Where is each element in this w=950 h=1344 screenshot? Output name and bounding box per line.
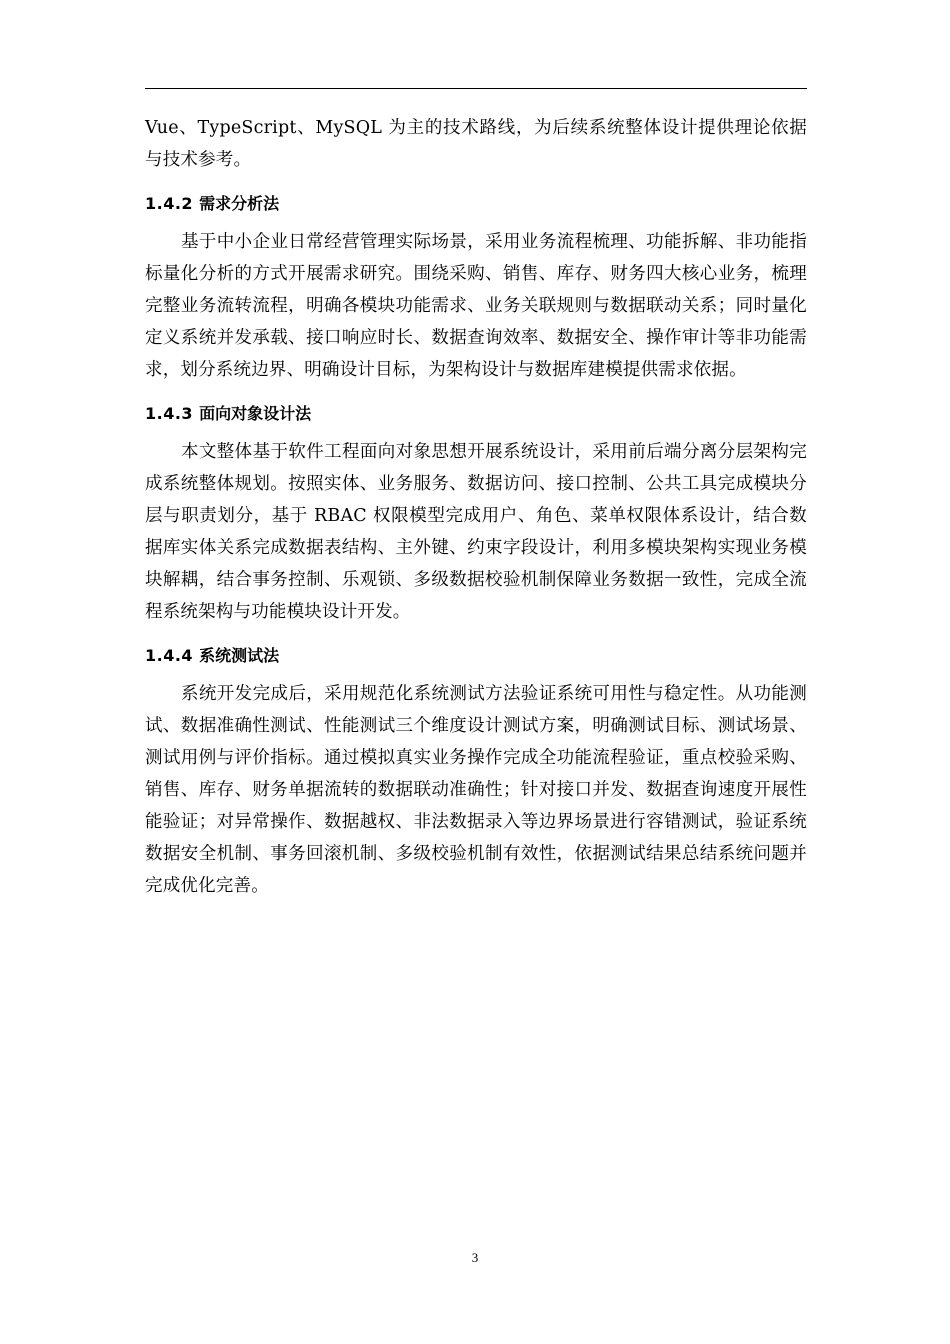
section-heading [145,644,807,668]
section-number: 1.4.3 [145,404,194,423]
section-title: 需求分析法 [199,194,280,213]
section-1-4-4 [145,644,807,902]
section-number: 1.4.2 [145,194,194,213]
section-number: 1.4.4 [145,646,194,665]
section-heading [145,192,807,216]
section-body: 本文整体基于软件工程面向对象思想开展系统设计，采用前后端分离分层架构完成系统整体规划。按照实体、业务服务、数据访问、接口控制、公共工具完成模块分层与职责划分，基于 RBAC 权限模型完成用户、角色、菜单权限体系设计，结合数据库实体关系完成数据表结构、主外键、约束字段设计，利用多模块架构实现业务模块解耦，结合事务控制、乐观锁、多级数据校验机制保障业务数据一致性，完成全流程系统架构与功能模块设计开发。 [145,442,807,622]
intro-paragraph: Vue、TypeScript、MySQL 为主的技术路线，为后续系统整体设计提供理论依据与技术参考。 [145,118,807,170]
section-1-4-2 [145,192,807,386]
section-body: 系统开发完成后，采用规范化系统测试方法验证系统可用性与稳定性。从功能测试、数据准确性测试、性能测试三个维度设计测试方案，明确测试目标、测试场景、测试用例与评价指标。通过模拟真实业务操作完成全功能流程验证，重点校验采购、销售、库存、财务单据流转的数据联动准确性；针对接口并发、数据查询速度开展性能验证；对异常操作、数据越权、非法数据录入等边界场景进行容错测试，验证系统数据安全机制、事务回滚机制、多级校验机制有效性，依据测试结果总结系统问题并完成优化完善。 [145,684,807,896]
header-rule [145,88,807,89]
section-body: 基于中小企业日常经营管理实际场景，采用业务流程梳理、功能拆解、非功能指标量化分析的方式开展需求研究。围绕采购、销售、库存、财务四大核心业务，梳理完整业务流转流程，明确各模块功能需求、业务关联规则与数据联动关系；同时量化定义系统并发承载、接口响应时长、数据查询效率、数据安全、操作审计等非功能需求，划分系统边界、明确设计目标，为架构设计与数据库建模提供需求依据。 [145,232,807,380]
section-heading [145,402,807,426]
section-title: 面向对象设计法 [199,404,312,423]
section-1-4-3 [145,402,807,628]
section-title: 系统测试法 [199,646,280,665]
page-content [145,112,807,902]
page-number: 3 [471,1250,479,1265]
